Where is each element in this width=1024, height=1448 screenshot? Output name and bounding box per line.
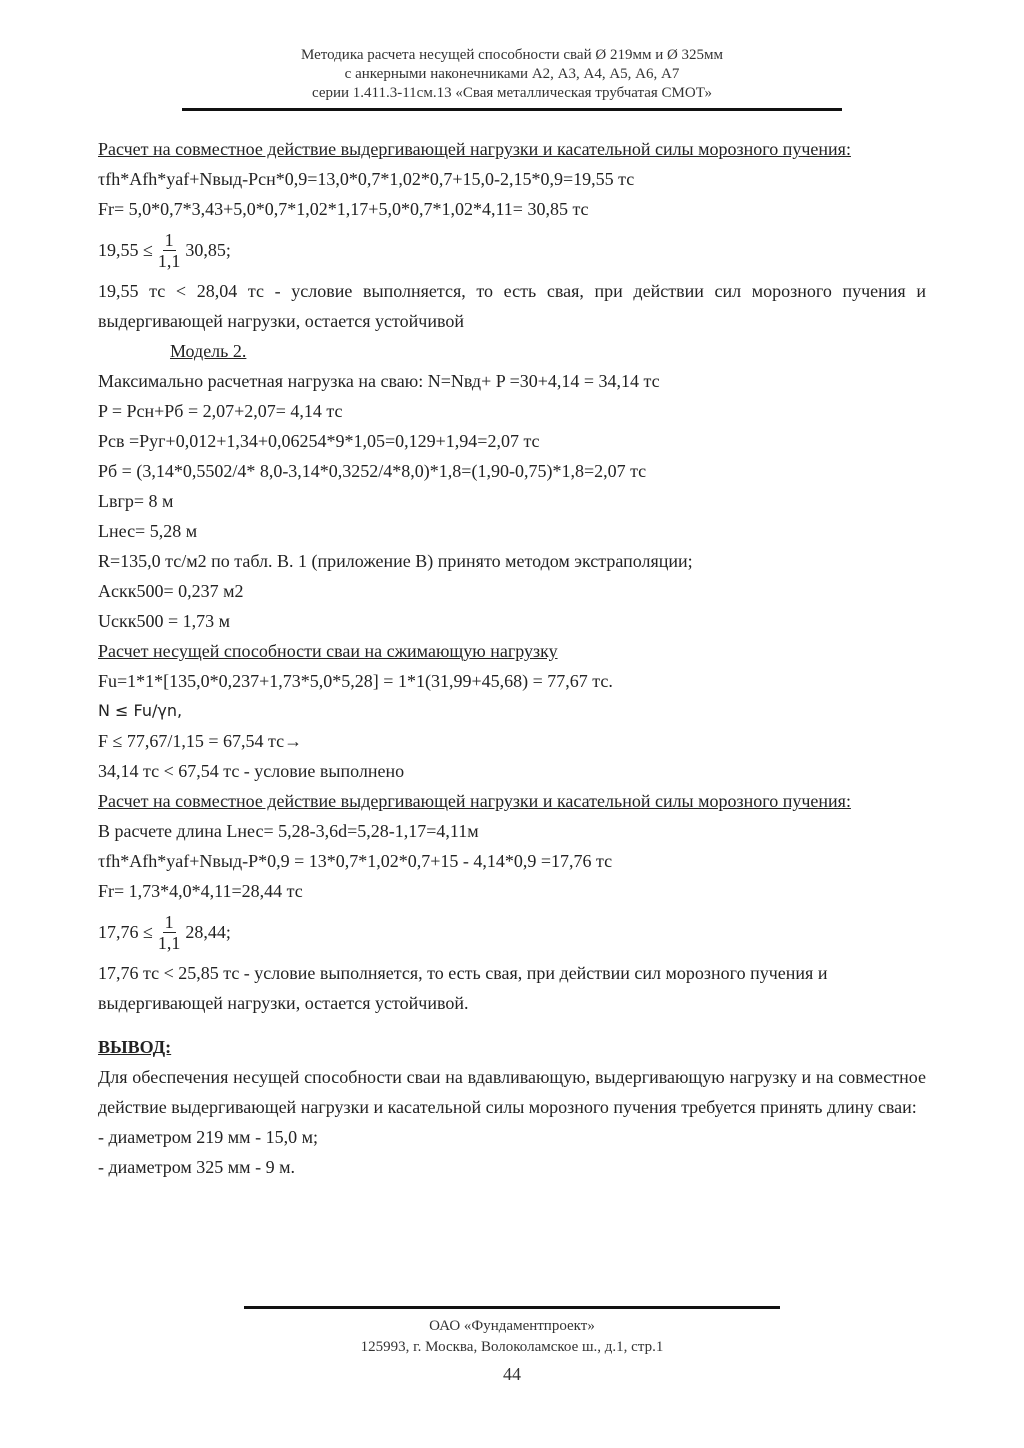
s3-conclusion: 17,76 тс < 25,85 тс - условие выполняется, то есть свая, при действии сил морозного пучения и выдергивающей нагрузки, остается устойчивой.: [98, 963, 828, 1013]
m2-line-4: Pб = (3,14*0,5502/4* 8,0-3,14*0,3252/4*8,0)*1,8=(1,90-0,75)*1,8=2,07 тс: [98, 461, 647, 481]
s2-line-1: Fu=1*1*[135,0*0,237+1,73*5,0*5,28] = 1*1(31,99+45,68) = 77,67 тс.: [98, 671, 613, 691]
footer-org: ОАО «Фундаментпроект»: [429, 1318, 595, 1334]
conclusion-item-1: - диаметром 219 мм - 15,0 м;: [98, 1127, 318, 1147]
m2-line-7: R=135,0 тс/м2 по табл. В. 1 (приложение В) принято методом экстраполяции;: [98, 551, 693, 571]
s1-eq-1: τfh*Afh*yaf+Nвыд-Pсн*0,9=13,0*0,7*1,02*0,7+15,0-2,15*0,9=19,55 тс: [98, 169, 635, 189]
s3-frac-num: 1: [164, 911, 174, 932]
conclusion-text: Для обеспечения несущей способности сваи на вдавливающую, выдергивающую нагрузку и на совместное действие выдергивающей нагрузки и касательной силы морозного пучения требуется принять длину сваи:: [98, 1067, 926, 1117]
document-body: [98, 134, 926, 1182]
header-rule: [182, 108, 842, 111]
page-number: 44: [503, 1364, 521, 1384]
page-footer: [244, 1316, 780, 1386]
s3-frac-den: 1,1: [157, 932, 181, 953]
s1-conclusion: 19,55 тс < 28,04 тс - условие выполняется, то есть свая, при действии сил морозного пучения и выдергивающей нагрузки, остается устойчивой: [98, 281, 926, 331]
section-2-title: Расчет несущей способности сваи на сжимающую нагрузку: [98, 641, 558, 661]
section-3-title: Расчет на совместное действие выдергивающей нагрузки и касательной силы морозного пучения:: [98, 791, 851, 811]
s2-line-3: F ≤ 77,67/1,15 = 67,54 тс→: [98, 731, 303, 751]
s3-frac-left: 17,76 ≤: [98, 922, 153, 942]
s3-fraction-inequality: [98, 906, 926, 958]
header-line-2: с анкерными наконечниками А2, А3, А4, А5, А6, А7: [344, 66, 680, 82]
page-header: [180, 46, 844, 103]
conclusion-item-2: - диаметром 325 мм - 9 м.: [98, 1157, 295, 1177]
s2-line-4: 34,14 тс < 67,54 тс - условие выполнено: [98, 761, 405, 781]
m2-line-6: Lнес= 5,28 м: [98, 521, 198, 541]
s3-fraction: [156, 912, 183, 953]
s1-frac-left: 19,55 ≤: [98, 240, 153, 260]
model-2-title: Модель 2.: [170, 341, 247, 361]
s1-frac-num: 1: [164, 229, 174, 250]
footer-rule: [244, 1306, 780, 1309]
s3-line-3: Fr= 1,73*4,0*4,11=28,44 тс: [98, 881, 303, 901]
m2-line-5: Lвгр= 8 м: [98, 491, 174, 511]
header-line-3: серии 1.411.3-11см.13 «Свая металлическая трубчатая СМОТ»: [311, 85, 713, 101]
m2-line-9: Uскк500 = 1,73 м: [98, 611, 231, 631]
m2-line-1: Максимально расчетная нагрузка на сваю: N=Nвд+ P =30+4,14 = 34,14 тс: [98, 371, 660, 391]
conclusion-title: ВЫВОД:: [98, 1037, 172, 1057]
header-line-1: Методика расчета несущей способности свай Ø 219мм и Ø 325мм: [300, 47, 724, 63]
m2-line-3: Pсв =Pуг+0,012+1,34+0,06254*9*1,05=0,129+1,94=2,07 тс: [98, 431, 540, 451]
s3-frac-right: 28,44;: [185, 922, 231, 942]
s1-fraction-inequality: [98, 224, 926, 276]
footer-address: 125993, г. Москва, Волоколамское ш., д.1, стр.1: [360, 1339, 664, 1355]
section-1-title: Расчет на совместное действие выдергивающей нагрузки и касательной силы морозного пучения:: [98, 139, 851, 159]
s1-eq-2: Fr= 5,0*0,7*3,43+5,0*0,7*1,02*1,17+5,0*0,7*1,02*4,11= 30,85 тс: [98, 199, 589, 219]
s1-frac-right: 30,85;: [185, 240, 231, 260]
s3-line-1: В расчете длина Lнес= 5,28-3,6d=5,28-1,17=4,11м: [98, 821, 479, 841]
s1-frac-den: 1,1: [157, 250, 181, 271]
s3-line-2: τfh*Afh*yaf+Nвыд-P*0,9 = 13*0,7*1,02*0,7+15 - 4,14*0,9 =17,76 тс: [98, 851, 613, 871]
m2-line-2: P = Pсн+Pб = 2,07+2,07= 4,14 тс: [98, 401, 343, 421]
s1-fraction: [156, 230, 183, 271]
s2-line-2: N ≤ Fu/γn,: [98, 701, 183, 720]
m2-line-8: Aскк500= 0,237 м2: [98, 581, 244, 601]
